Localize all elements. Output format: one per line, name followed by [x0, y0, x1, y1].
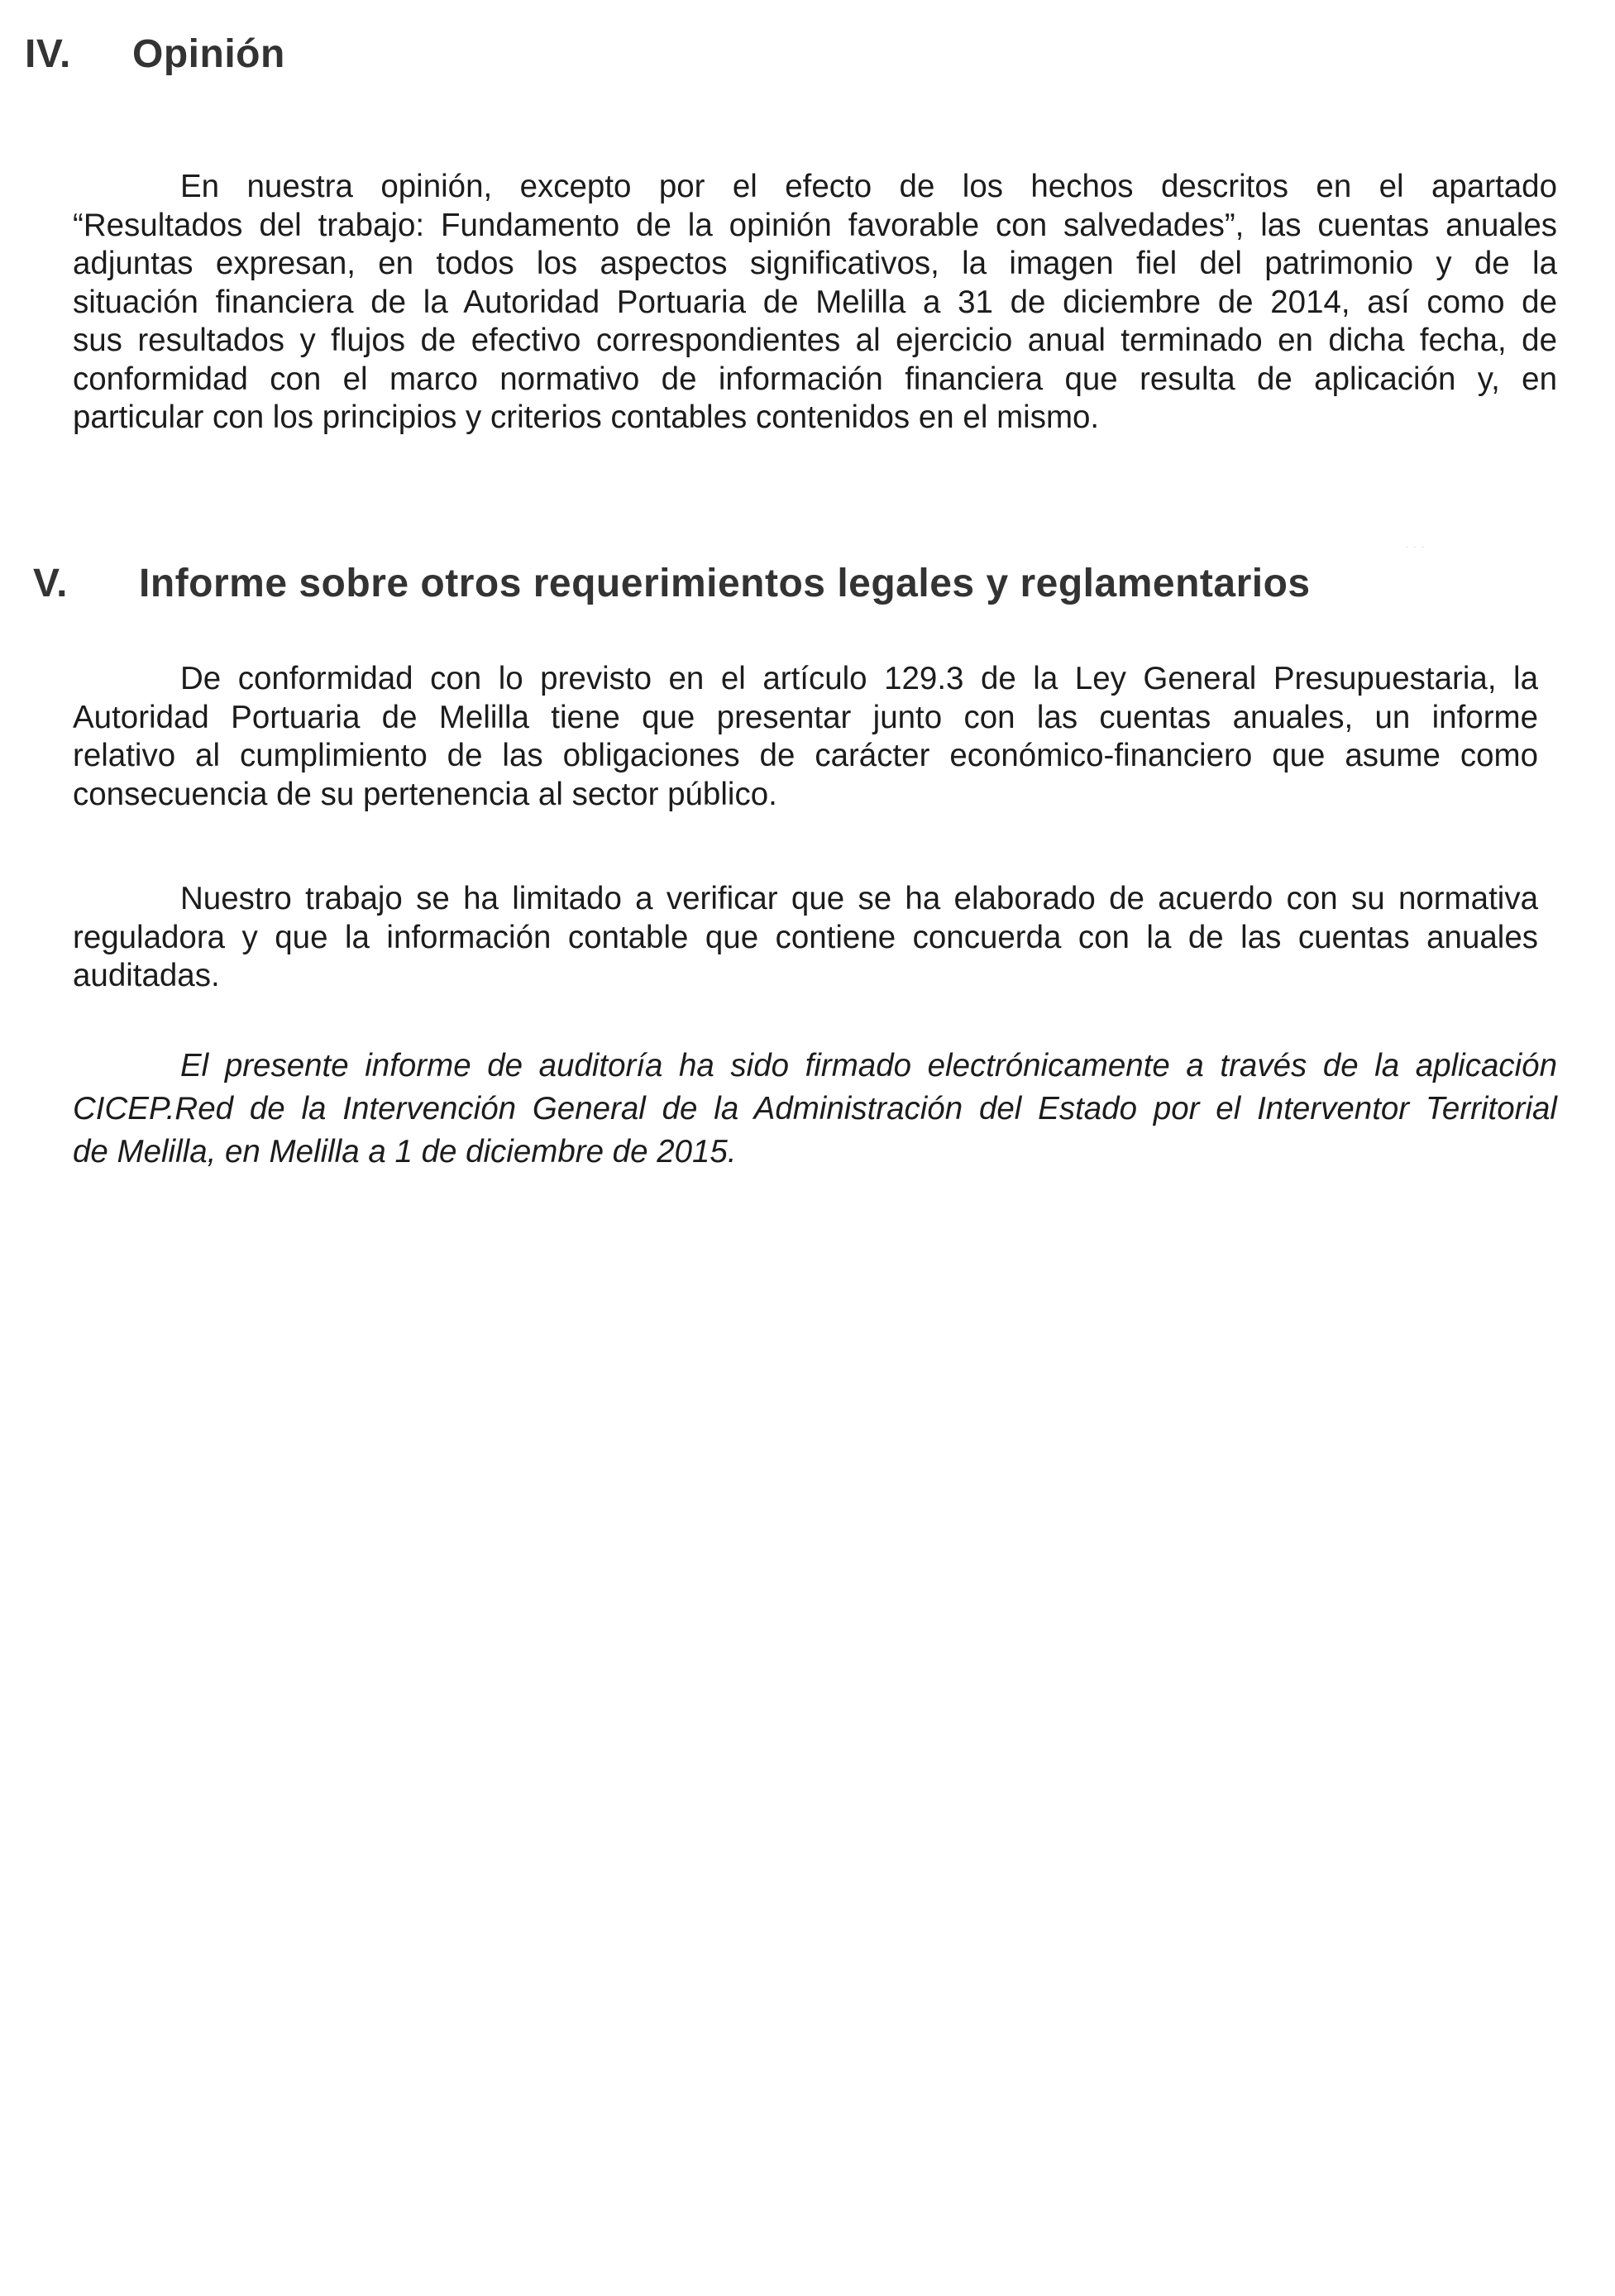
text-line: situación financiera de la Autoridad Portuaria de Melilla a 31 de diciembre de 2014, así como de [73, 284, 1557, 320]
legal-requirements-paragraph [73, 660, 1538, 814]
text-line: sus resultados y flujos de efectivo correspondientes al ejercicio anual terminado en dicha fecha, de [73, 323, 1557, 358]
text-line: El presente informe de auditoría ha sido firmado electrónicamente a través de la aplicación [180, 1048, 1557, 1083]
text-line: Autoridad Portuaria de Melilla tiene que presentar junto con las cuentas anuales, un informe [73, 699, 1538, 735]
section-v-number: V. [33, 562, 68, 605]
text-line: En nuestra opinión, excepto por el efecto de los hechos descritos en el apartado [180, 169, 1557, 204]
section-iv-heading [25, 31, 285, 77]
scope-paragraph [73, 880, 1538, 996]
scan-artifact: ··· [1406, 543, 1429, 552]
text-line: conformidad con el marco normativo de información financiera que resulta de aplicación y, en [73, 361, 1557, 397]
section-iv-title: Opinión [132, 32, 285, 76]
text-line: De conformidad con lo previsto en el artículo 129.3 de la Ley General Presupuestaria, la [180, 661, 1538, 696]
opinion-paragraph [73, 168, 1557, 438]
text-line: “Resultados del trabajo: Fundamento de la opinión favorable con salvedades”, las cuentas anuales [73, 207, 1557, 243]
section-v-title: Informe sobre otros requerimientos legales y reglamentarios [139, 562, 1311, 605]
section-v-heading [33, 561, 1311, 606]
text-line: relativo al cumplimiento de las obligaciones de carácter económico-financiero que asume como [73, 738, 1538, 773]
text-line: consecuencia de su pertenencia al sector público. [73, 776, 777, 812]
text-line: adjuntas expresan, en todos los aspectos significativos, la imagen fiel del patrimonio y de la [73, 246, 1557, 281]
signature-note-paragraph [73, 1045, 1557, 1174]
text-line: de Melilla, en Melilla a 1 de diciembre de 2015. [73, 1134, 737, 1170]
text-line: auditadas. [73, 958, 220, 993]
text-line: Nuestro trabajo se ha limitado a verificar que se ha elaborado de acuerdo con su normativa [180, 881, 1538, 916]
text-line: CICEP.Red de la Intervención General de la Administración del Estado por el Interventor Territorial [73, 1091, 1557, 1126]
section-iv-number: IV. [25, 32, 71, 76]
text-line: particular con los principios y criterios contables contenidos en el mismo. [73, 399, 1100, 435]
text-line: reguladora y que la información contable que contiene concuerda con la de las cuentas anuales [73, 919, 1538, 955]
